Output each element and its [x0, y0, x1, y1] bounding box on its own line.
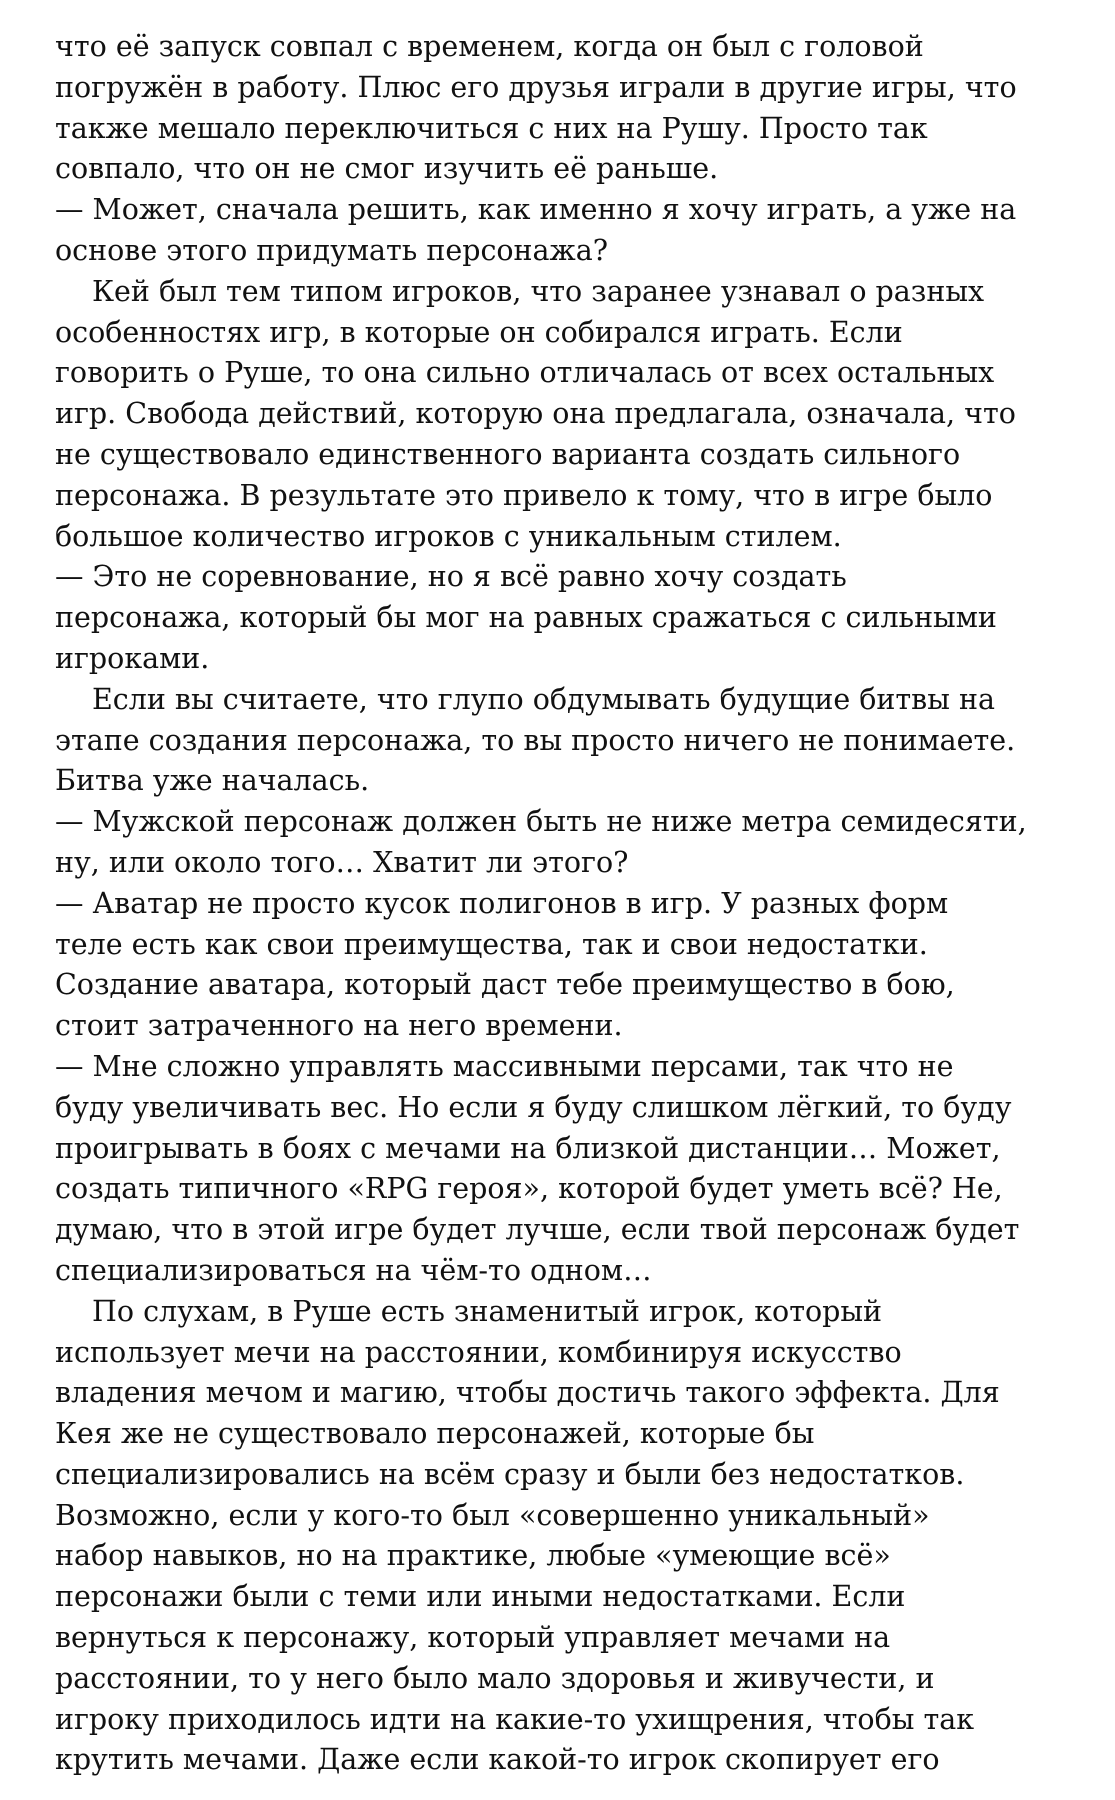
text-line: что её запуск совпал с временем, когда он был с головой	[55, 30, 924, 63]
text-line: Кея же не существовало персонажей, которые бы	[55, 1417, 815, 1451]
text-line: совпало, что он не смог изучить её раньше.	[55, 152, 719, 186]
text-line: владения мечом и магию, чтобы достичь такого эффекта. Для	[55, 1376, 1000, 1410]
document-page	[55, 27, 1085, 1781]
text-line: персонажи были с теми или иными недостатками. Если	[55, 1580, 906, 1614]
text-line: буду увеличивать вес. Но если я буду слишком лёгкий, то буду	[55, 1090, 1012, 1124]
text-line: особенностях игр, в которые он собирался играть. Если	[55, 315, 903, 349]
paragraph-start-line: По слухам, в Руше есть знаменитый игрок, который	[92, 1294, 883, 1328]
text-line: расстоянии, то у него было мало здоровья и живучести, и	[55, 1661, 935, 1695]
text-line: большое количество игроков с уникальным стилем.	[55, 519, 842, 553]
text-line: говорить о Руше, то она сильно отличалась от всех остальных	[55, 356, 995, 390]
text-line: Битва уже началась.	[55, 764, 370, 798]
text-line: игроками.	[55, 641, 210, 675]
text-line: вернуться к персонажу, который управляет мечами на	[55, 1621, 891, 1655]
dialogue-line: — Это не соревнование, но я всё равно хочу создать	[55, 560, 847, 594]
text-line: крутить мечами. Даже если какой-то игрок скопирует его	[55, 1743, 940, 1777]
dialogue-line: — Мне сложно управлять массивными персами, так что не	[55, 1049, 954, 1083]
paragraph-start-line: Кей был тем типом игроков, что заранее узнавал о разных	[92, 274, 985, 308]
text-line: Возможно, если у кого-то был «совершенно уникальный»	[55, 1498, 930, 1532]
text-line: специализировались на всём сразу и были без недостатков.	[55, 1457, 965, 1491]
paragraph-start-line: Если вы считаете, что глупо обдумывать будущие битвы на	[92, 682, 995, 716]
text-line: основе этого придумать персонажа?	[55, 233, 609, 267]
text-line: создать типичного «RPG героя», которой будет уметь всё? Не,	[55, 1172, 1003, 1206]
text-line: не существовало единственного варианта создать сильного	[55, 437, 961, 471]
text-line: теле есть как свои преимущества, так и свои недостатки.	[55, 927, 928, 961]
text-line: думаю, что в этой игре будет лучше, если твой персонаж будет	[55, 1213, 1020, 1247]
dialogue-line: — Мужской персонаж должен быть не ниже метра семидесяти,	[55, 805, 1027, 839]
text-line: персонажа. В результате это привело к тому, что в игре было	[55, 478, 993, 512]
text-line: ну, или около того… Хватит ли этого?	[55, 845, 629, 879]
text-line: игроку приходилось идти на какие-то ухищрения, чтобы так	[55, 1702, 975, 1736]
text-line: также мешало переключиться с них на Рушу. Просто так	[55, 111, 928, 145]
text-line: персонажа, который бы мог на равных сражаться с сильными	[55, 601, 997, 635]
text-line: специализироваться на чём-то одном…	[55, 1253, 652, 1287]
text-line: набор навыков, но на практике, любые «умеющие всё»	[55, 1539, 891, 1573]
text-line: стоит затраченного на него времени.	[55, 1009, 623, 1043]
dialogue-line: — Может, сначала решить, как именно я хочу играть, а уже на	[55, 193, 1017, 227]
text-line: погружён в работу. Плюс его друзья играли в другие игры, что	[55, 70, 1017, 104]
text-line: этапе создания персонажа, то вы просто ничего не понимаете.	[55, 723, 1016, 757]
text-line: использует мечи на расстоянии, комбинируя искусство	[55, 1335, 902, 1369]
text-line: игр. Свобода действий, которую она предлагала, означала, что	[55, 397, 1016, 431]
text-line: проигрывать в боях с мечами на близкой дистанции… Может,	[55, 1131, 1001, 1165]
text-line: Создание аватара, который даст тебе преимущество в бою,	[55, 968, 955, 1002]
dialogue-line: — Аватар не просто кусок полигонов в игр. У разных форм	[55, 886, 949, 920]
